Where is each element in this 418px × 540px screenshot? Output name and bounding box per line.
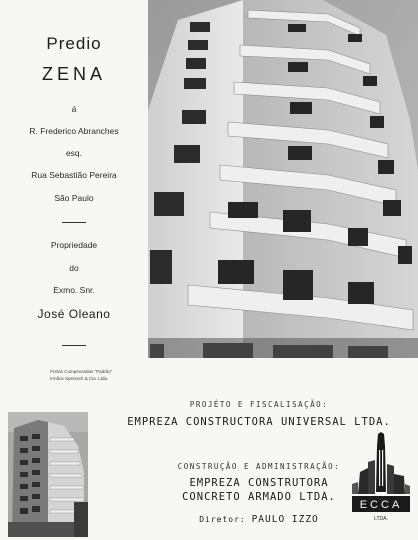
director-label: Diretor: [199,515,246,524]
owner-honorific: Exmo. Snr. [53,285,95,295]
address-conjunction: esq. [65,148,83,158]
ecca-logo [352,432,410,524]
building-small-photo [8,412,88,537]
address-preposition: á [71,104,77,114]
title-building-name: ZENA [41,64,106,84]
address-street-1: R. Frederico Abranches [29,126,119,136]
construction-header: CONSTRUÇÃO E ADMINISTRAÇÃO: [177,462,341,471]
credit-line: Irmãos Spenisch & Cia. Ltda. [50,376,109,381]
building-info-column [0,0,148,390]
divider [62,345,86,346]
address-street-2: Rua Sebastião Pereira [31,170,117,180]
ownership-label: Propriedade [50,240,98,250]
divider [62,222,86,223]
title-predio: Predio [46,34,102,53]
construction-company-line-1: EMPREZA CONSTRUTORA [189,477,329,489]
project-company: EMPREZA CONSTRUCTORA UNIVERSAL LTDA. [127,416,391,428]
logo-text: ECCA [359,499,403,511]
project-header: PROJÉTO E FISCALISAÇÃO: [189,400,329,409]
owner-name: José Oleano [37,307,111,321]
building-photo [148,0,418,358]
construction-company-line-2: CONCRETO ARMADO LTDA. [182,491,336,503]
address-city: São Paulo [54,193,94,203]
director-name: PAULO IZZO [251,514,319,525]
supplier-credits [50,368,112,382]
credit-line: Portas Compensadas "Padrão" [50,369,113,374]
logo-subtext: LTDA. [374,516,388,522]
ownership-of: do [69,263,79,273]
